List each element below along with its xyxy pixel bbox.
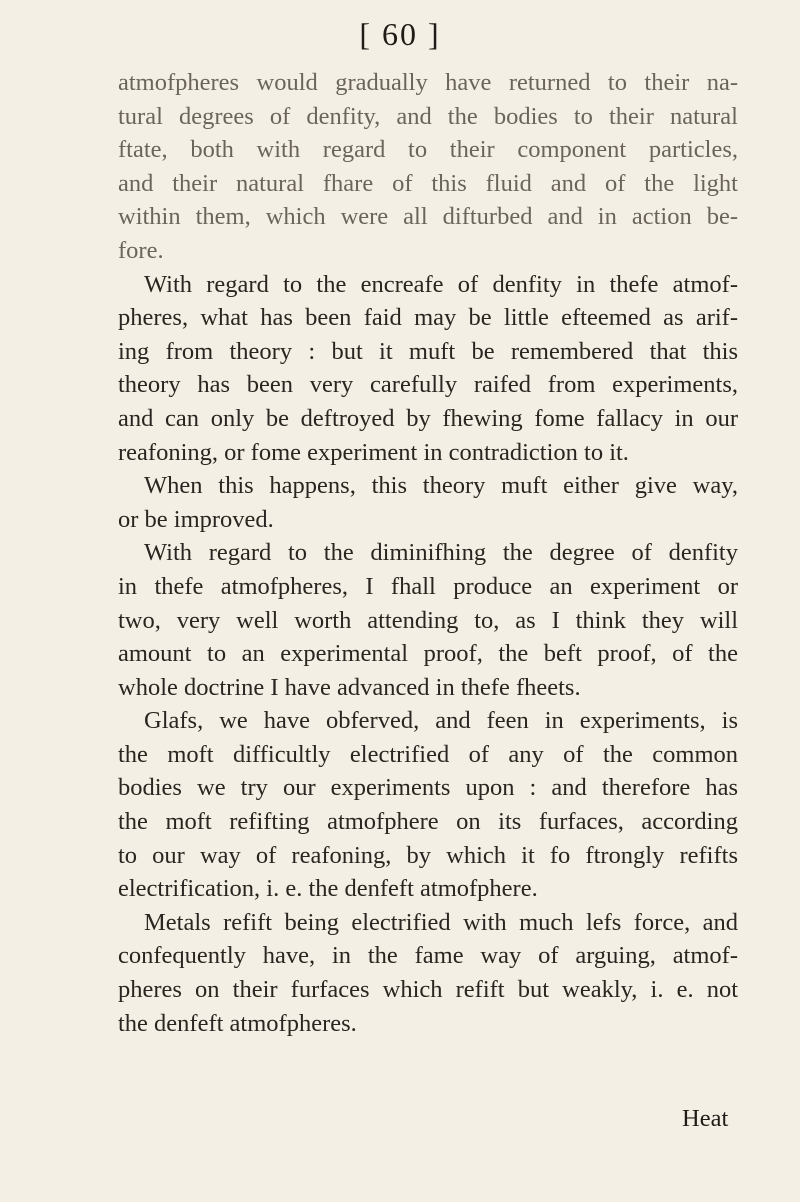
text-line-12: reafoning, or fome experiment in contradiction to it. bbox=[118, 438, 629, 466]
text-line-23: the moft refifting atmofphere on its furfaces, according bbox=[118, 808, 738, 836]
text-line-1: atmofpheres would gradually have returned to their na- bbox=[118, 69, 738, 96]
text-line-9: ing from theory : but it muft be remembered that this bbox=[118, 337, 738, 365]
text-line-14: or be improved. bbox=[118, 505, 274, 533]
text-line-27: confequently have, in the fame way of arguing, atmof- bbox=[118, 942, 738, 970]
text-line-2: tural degrees of denfity, and the bodies to their natural bbox=[118, 102, 738, 130]
text-line-3: ftate, both with regard to their component particles, bbox=[118, 136, 738, 164]
text-line-26: Metals refift being electrified with much lefs force, and bbox=[144, 908, 738, 936]
text-line-11: and can only be deftroyed by fhewing fome fallacy in our bbox=[118, 404, 738, 432]
text-line-19: whole doctrine I have advanced in thefe fheets. bbox=[118, 673, 581, 701]
text-line-15: With regard to the diminifhing the degree of denfity bbox=[144, 539, 738, 567]
text-line-25: electrification, i. e. the denfeft atmofphere. bbox=[118, 875, 538, 903]
text-line-5: within them, which were all difturbed and in action be- bbox=[118, 203, 738, 231]
text-line-22: bodies we try our experiments upon : and therefore has bbox=[118, 774, 738, 802]
text-line-20: Glafs, we have obferved, and feen in experiments, is bbox=[144, 707, 738, 735]
text-line-29: the denfeft atmofpheres. bbox=[118, 1009, 357, 1037]
text-line-10: theory has been very carefully raifed from experiments, bbox=[118, 371, 738, 399]
catchword: Heat bbox=[682, 1105, 729, 1132]
text-line-4: and their natural fhare of this fluid and of the light bbox=[118, 169, 738, 197]
text-line-6: fore. bbox=[118, 236, 164, 264]
text-line-17: two, very well worth attending to, as I think they will bbox=[118, 606, 738, 634]
text-line-13: When this happens, this theory muft either give way, bbox=[144, 472, 738, 500]
text-line-28: pheres on their furfaces which refift but weakly, i. e. not bbox=[118, 976, 738, 1004]
text-line-24: to our way of reafoning, by which it fo ftrongly refifts bbox=[118, 841, 738, 869]
text-line-8: pheres, what has been faid may be little efteemed as arif- bbox=[118, 304, 738, 332]
text-line-7: With regard to the encreafe of denfity in thefe atmof- bbox=[144, 270, 738, 298]
page-number: [ 60 ] bbox=[359, 16, 441, 52]
text-line-18: amount to an experimental proof, the beft proof, of the bbox=[118, 640, 738, 668]
text-line-16: in thefe atmofpheres, I fhall produce an experiment or bbox=[118, 572, 738, 600]
body-text bbox=[118, 66, 738, 1040]
text-line-21: the moft difficultly electrified of any of the common bbox=[118, 740, 738, 768]
